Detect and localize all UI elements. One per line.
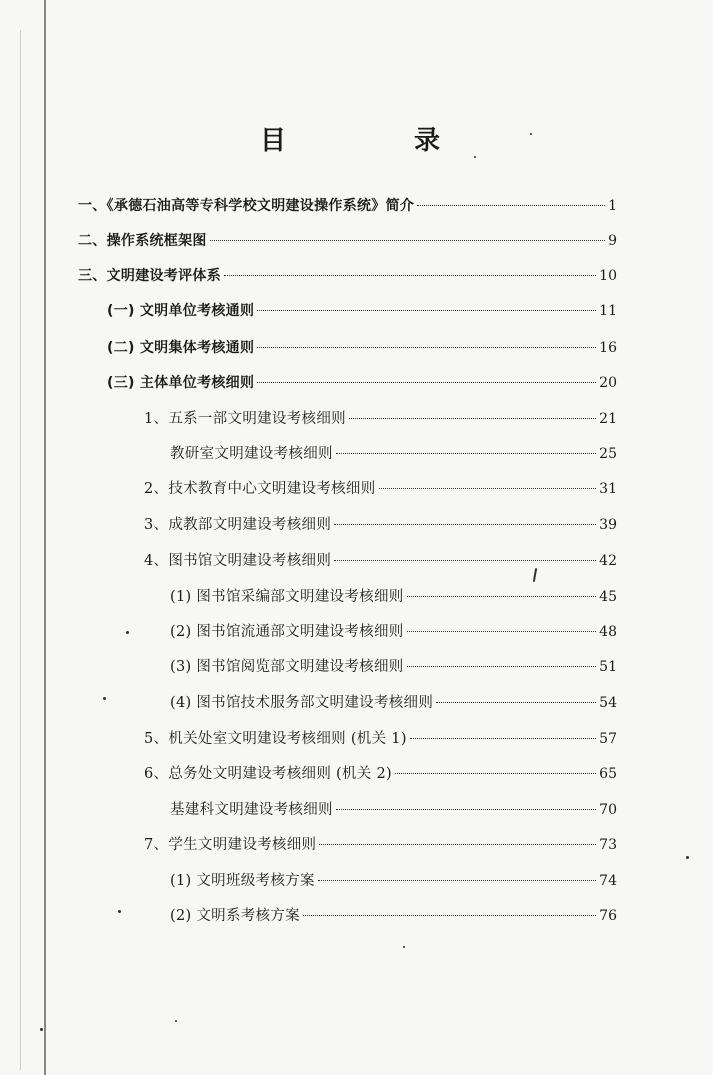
- scan-speck: [175, 1020, 177, 1022]
- toc-entry-title: (3) 图书馆阅览部文明建设考核细则: [170, 659, 404, 675]
- toc-entry-page: 76: [599, 908, 617, 924]
- toc-entry[interactable]: [144, 550, 617, 572]
- toc-entry-title: (1) 文明班级考核方案: [170, 873, 315, 889]
- toc-entry-page: 11: [599, 303, 617, 319]
- toc-entry-page: 9: [608, 233, 617, 249]
- title-char-left: 目: [260, 126, 287, 156]
- toc-entry-page: 54: [599, 695, 617, 711]
- leader-dots: [318, 880, 596, 881]
- leader-dots: [379, 488, 597, 489]
- leader-dots: [303, 915, 596, 916]
- toc-entry[interactable]: [144, 763, 617, 785]
- leader-dots: [395, 773, 596, 774]
- toc-entry-page: 39: [599, 517, 617, 533]
- toc-entry-title: (二) 文明集体考核通则: [107, 340, 255, 356]
- leader-dots: [210, 240, 605, 241]
- toc-entry-title: (三) 主体单位考核细则: [107, 375, 255, 391]
- toc-entry-page: 70: [599, 802, 617, 818]
- toc-entry-title: (4) 图书馆技术服务部文明建设考核细则: [170, 695, 434, 711]
- toc-entry[interactable]: [107, 300, 617, 322]
- scan-edge-line: [20, 30, 21, 1070]
- toc-entry[interactable]: [144, 478, 617, 500]
- toc-entry-page: 1: [608, 198, 617, 214]
- toc-entry-page: 74: [599, 873, 617, 889]
- toc-entry-title: 4、图书馆文明建设考核细则: [144, 553, 332, 569]
- toc-entry[interactable]: [78, 230, 617, 252]
- toc-entry-page: 21: [599, 411, 617, 427]
- scan-speck: [40, 1028, 43, 1031]
- toc-entry[interactable]: [107, 372, 617, 394]
- leader-dots: [349, 418, 596, 419]
- toc-entry-title: 3、成教部文明建设考核细则: [144, 517, 332, 533]
- toc-entry-page: 16: [599, 340, 617, 356]
- toc-entry-title: 一、《承德石油高等专科学校文明建设操作系统》简介: [78, 198, 415, 214]
- title-char-right: 录: [413, 126, 440, 156]
- toc-entry-page: 20: [599, 375, 617, 391]
- scan-speck: [530, 133, 532, 135]
- toc-entry-title: 6、总务处文明建设考核细则 (机关 2): [144, 766, 392, 782]
- toc-entry-title: 三、文明建设考评体系: [78, 268, 221, 284]
- toc-entry[interactable]: [144, 514, 617, 536]
- scan-speck: [126, 631, 129, 634]
- toc-entry[interactable]: [170, 656, 617, 678]
- toc-entry[interactable]: [78, 265, 617, 287]
- toc-entry-page: 42: [599, 553, 617, 569]
- toc-entry-page: 73: [599, 837, 617, 853]
- page-title: [260, 120, 440, 160]
- toc-entry-title: (2) 图书馆流通部文明建设考核细则: [170, 624, 404, 640]
- toc-entry[interactable]: [144, 834, 617, 856]
- toc-entry[interactable]: [78, 195, 617, 217]
- leader-dots: [410, 738, 596, 739]
- leader-dots: [334, 560, 596, 561]
- toc-entry[interactable]: [170, 443, 617, 465]
- toc-entry[interactable]: [170, 799, 617, 821]
- toc-entry-title: 1、五系一部文明建设考核细则: [144, 411, 346, 427]
- leader-dots: [257, 310, 596, 311]
- leader-dots: [336, 453, 596, 454]
- toc-entry-title: 5、机关处室文明建设考核细则 (机关 1): [144, 731, 407, 747]
- toc-entry[interactable]: [170, 692, 617, 714]
- toc-entry-title: 7、学生文明建设考核细则: [144, 837, 317, 853]
- leader-dots: [224, 275, 596, 276]
- scan-speck: [403, 946, 405, 948]
- toc-entry-title: (2) 文明系考核方案: [170, 908, 300, 924]
- leader-dots: [319, 844, 596, 845]
- toc-entry[interactable]: [170, 905, 617, 927]
- toc-entry-page: 31: [599, 481, 617, 497]
- toc-entry[interactable]: [170, 586, 617, 608]
- toc-entry[interactable]: [170, 621, 617, 643]
- binding-line: [44, 0, 46, 1075]
- toc-entry-page: 25: [599, 446, 617, 462]
- leader-dots: [407, 666, 597, 667]
- scan-speck: [103, 697, 106, 700]
- leader-dots: [257, 382, 596, 383]
- toc-entry-title: (一) 文明单位考核通则: [107, 303, 255, 319]
- toc-entry[interactable]: [144, 408, 617, 430]
- leader-dots: [407, 596, 597, 597]
- toc-entry-page: 57: [599, 731, 617, 747]
- toc-entry-title: (1) 图书馆采编部文明建设考核细则: [170, 589, 404, 605]
- toc-entry[interactable]: [144, 728, 617, 750]
- toc-entry[interactable]: [170, 870, 617, 892]
- scan-speck: [118, 910, 121, 913]
- toc-entry-page: 10: [599, 268, 617, 284]
- toc-entry-page: 65: [599, 766, 617, 782]
- toc-entry[interactable]: [107, 337, 617, 359]
- toc-entry-page: 48: [599, 624, 617, 640]
- scan-speck: [474, 156, 476, 158]
- scan-speck: [686, 856, 689, 859]
- leader-dots: [407, 631, 597, 632]
- toc-entry-title: 二、操作系统框架图: [78, 233, 207, 249]
- leader-dots: [417, 205, 605, 206]
- leader-dots: [436, 702, 596, 703]
- toc-entry-title: 基建科文明建设考核细则: [170, 802, 333, 818]
- leader-dots: [334, 524, 596, 525]
- toc-entry-page: 51: [599, 659, 617, 675]
- leader-dots: [336, 809, 596, 810]
- toc-entry-title: 教研室文明建设考核细则: [170, 446, 333, 462]
- toc-entry-title: 2、技术教育中心文明建设考核细则: [144, 481, 376, 497]
- leader-dots: [257, 347, 596, 348]
- toc-entry-page: 45: [599, 589, 617, 605]
